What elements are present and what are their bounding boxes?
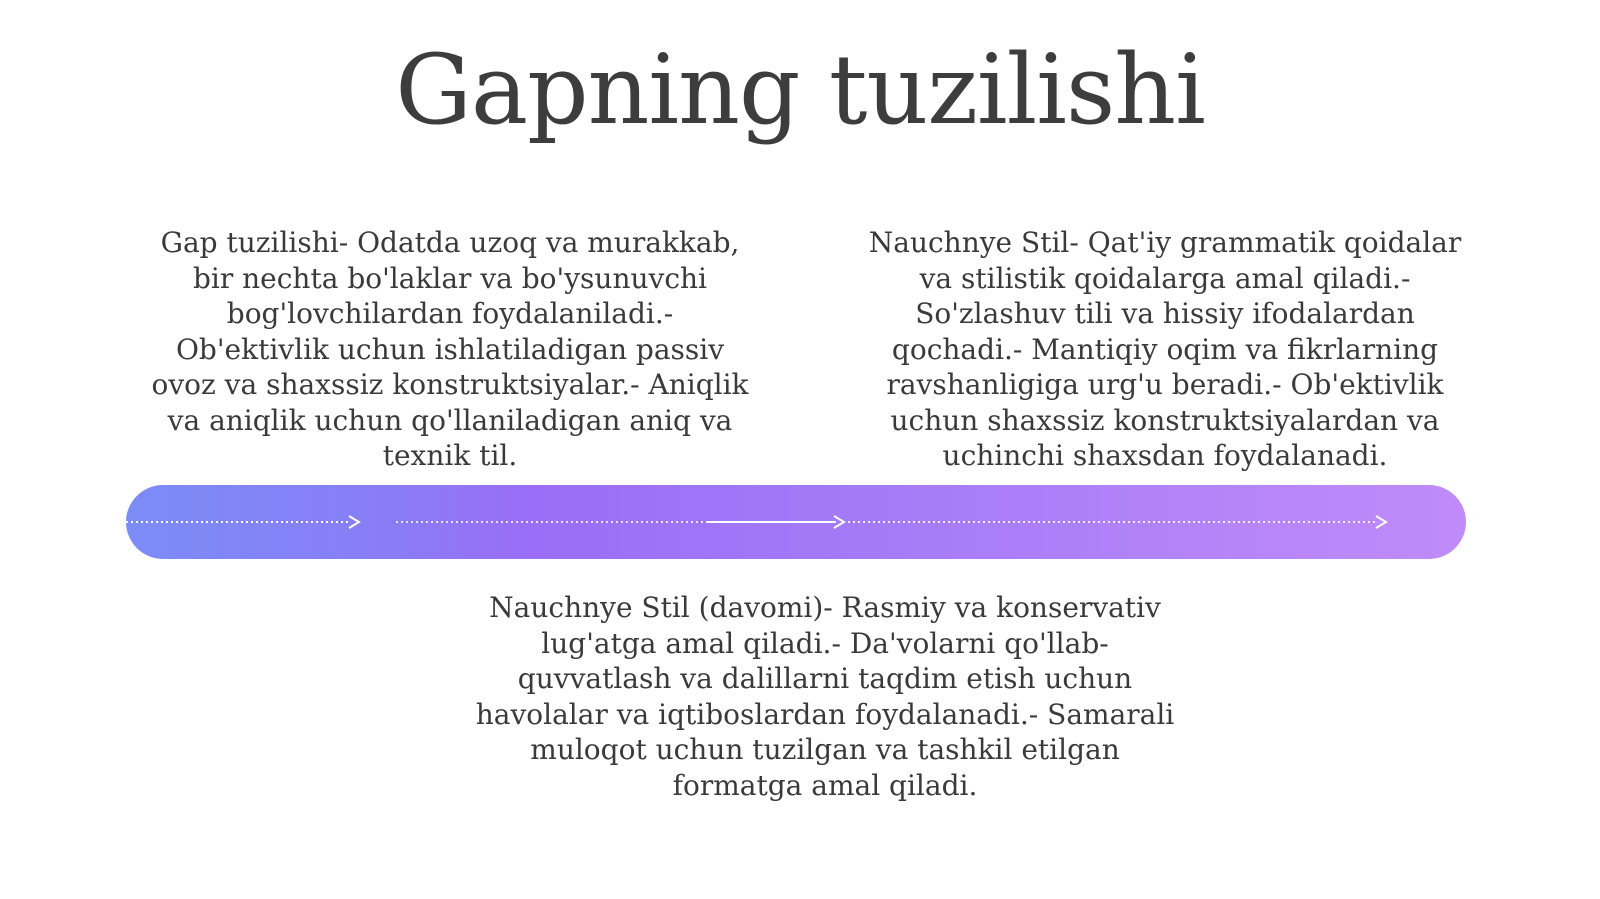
timeline-bar bbox=[126, 485, 1466, 559]
arrow-right-icon bbox=[1376, 516, 1386, 528]
text-block-sentence-structure: Gap tuzilishi- Odatda uzoq va murakkab, bir nechta bo'laklar va bo'ysunuvchi bog'lovchilardan foydalaniladi.- Ob'ektivlik uchun ishlatiladigan passiv ovoz va shaxssiz konstruktsiyalar.- Aniqlik va aniqlik uchun qo'llaniladigan aniq va texnik til. bbox=[151, 226, 749, 472]
arrow-right-icon bbox=[349, 516, 359, 528]
text-block-scientific-style: Nauchnye Stil- Qat'iy grammatik qoidalar va stilistik qoidalarga amal qiladi.- So'zlashuv tili va hissiy ifodalardan qochadi.- Mantiqiy oqim va fikrlarning ravshanligiga urg'u beradi.- Ob'ektivlik uchun shaxssiz konstruktsiyalardan va uchinchi shaxsdan foydalanadi. bbox=[868, 226, 1462, 472]
text-block-scientific-style-continued: Nauchnye Stil (davomi)- Rasmiy va konservativ lug'atga amal qiladi.- Da'volarni qo'llab-quvvatlash va dalillarni taqdim etish uchun havolalar va iqtiboslardan foydalanadi.- Samarali muloqot uchun tuzilgan va tashkil etilgan formatga amal qiladi. bbox=[475, 591, 1175, 802]
timeline-arrows bbox=[126, 485, 1466, 559]
slide-title: Gapning tuzilishi bbox=[395, 34, 1205, 146]
